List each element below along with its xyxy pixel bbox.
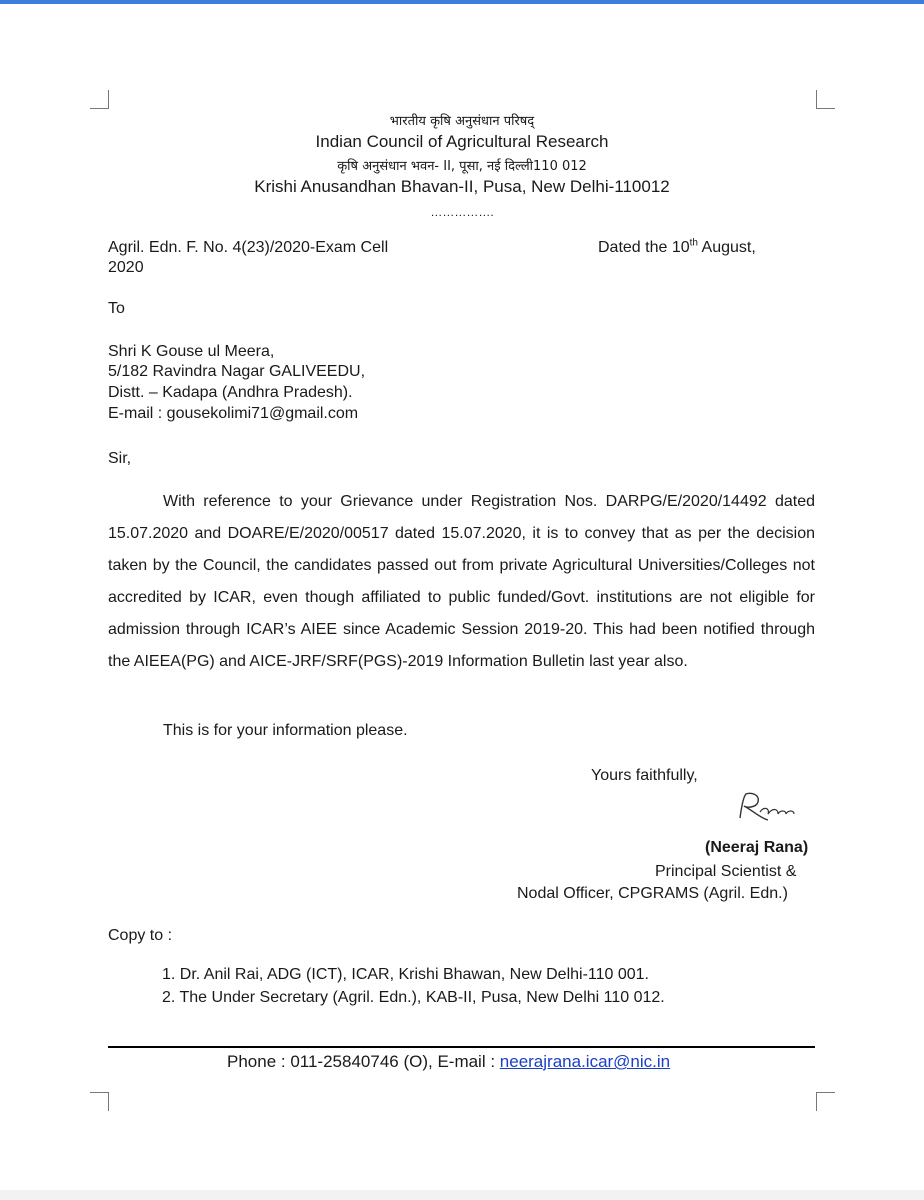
crop-mark-top-left bbox=[90, 90, 109, 109]
footer-contact bbox=[227, 1052, 670, 1072]
date-prefix: Dated the 10 bbox=[598, 239, 690, 256]
copy-to-item-2: 2. The Under Secretary (Agril. Edn.), KAB-II, Pusa, New Delhi 110 012. bbox=[162, 989, 665, 1006]
letter-date-year: 2020 bbox=[108, 259, 144, 276]
letterhead-hindi-address: कृषि अनुसंधान भवन- II, पूसा, नई दिल्ली110 012 bbox=[337, 159, 587, 174]
file-number: Agril. Edn. F. No. 4(23)/2020-Exam Cell bbox=[108, 239, 389, 256]
recipient-name: Shri K Gouse ul Meera, bbox=[108, 343, 275, 360]
copy-to-item-1: 1. Dr. Anil Rai, ADG (ICT), ICAR, Krishi Bhawan, New Delhi-110 001. bbox=[162, 966, 649, 983]
salutation: Sir, bbox=[108, 450, 132, 467]
date-suffix: August, bbox=[697, 239, 756, 256]
body-paragraph: With reference to your Grievance under Registration Nos. DARPG/E/2020/14492 dated 15.07.2020 and DOARE/E/2020/00517 dated 15.07.2020, it is to convey that as per the decision taken by the Council, the candidates passed out from private Agricultural Universities/Colleges not accredited by ICAR, even though affiliated to public funded/Govt. institutions are not eligible for admission through ICAR’s AIEE since Academic Session 2019-20. This had been notified through the AIEEA(PG) and AICE-JRF/SRF(PGS)-2019 Information Bulletin last year also. bbox=[108, 493, 815, 670]
letterhead-hindi-name: भारतीय कृषि अनुसंधान परिषद् bbox=[389, 114, 535, 129]
signatory-title-line-1: Principal Scientist & bbox=[655, 863, 797, 880]
to-label: To bbox=[108, 300, 125, 317]
viewer-bottom-band bbox=[0, 1190, 924, 1200]
recipient-email: E-mail : gousekolimi71@gmail.com bbox=[108, 405, 359, 422]
letterhead-english-address: Krishi Anusandhan Bhavan-II, Pusa, New Delhi-110012 bbox=[254, 177, 670, 196]
handwritten-signature bbox=[730, 788, 800, 828]
recipient-address-line-1: 5/182 Ravindra Nagar GALIVEEDU, bbox=[108, 363, 366, 380]
footer-contact-text: Phone : 011-25840746 (O), E-mail : bbox=[227, 1052, 500, 1071]
signatory-title-line-2: Nodal Officer, CPGRAMS (Agril. Edn.) bbox=[517, 885, 788, 902]
crop-mark-bottom-left bbox=[90, 1092, 109, 1111]
letter-date bbox=[598, 238, 756, 258]
crop-mark-bottom-right bbox=[816, 1092, 835, 1111]
signatory-name: (Neeraj Rana) bbox=[705, 839, 809, 856]
letterhead-dots: ……………. bbox=[430, 205, 494, 219]
complimentary-close: Yours faithfully, bbox=[591, 767, 698, 784]
date-superscript: th bbox=[689, 237, 698, 249]
footer-email-link[interactable]: neerajrana.icar@nic.in bbox=[499, 1052, 671, 1071]
copy-to-heading: Copy to : bbox=[108, 927, 173, 944]
crop-mark-top-right bbox=[816, 90, 835, 109]
recipient-address-line-2: Distt. – Kadapa (Andhra Pradesh). bbox=[108, 384, 353, 401]
letterhead-english-name: Indian Council of Agricultural Research bbox=[315, 132, 609, 151]
footer-rule bbox=[108, 1046, 815, 1048]
closing-note: This is for your information please. bbox=[163, 722, 408, 739]
